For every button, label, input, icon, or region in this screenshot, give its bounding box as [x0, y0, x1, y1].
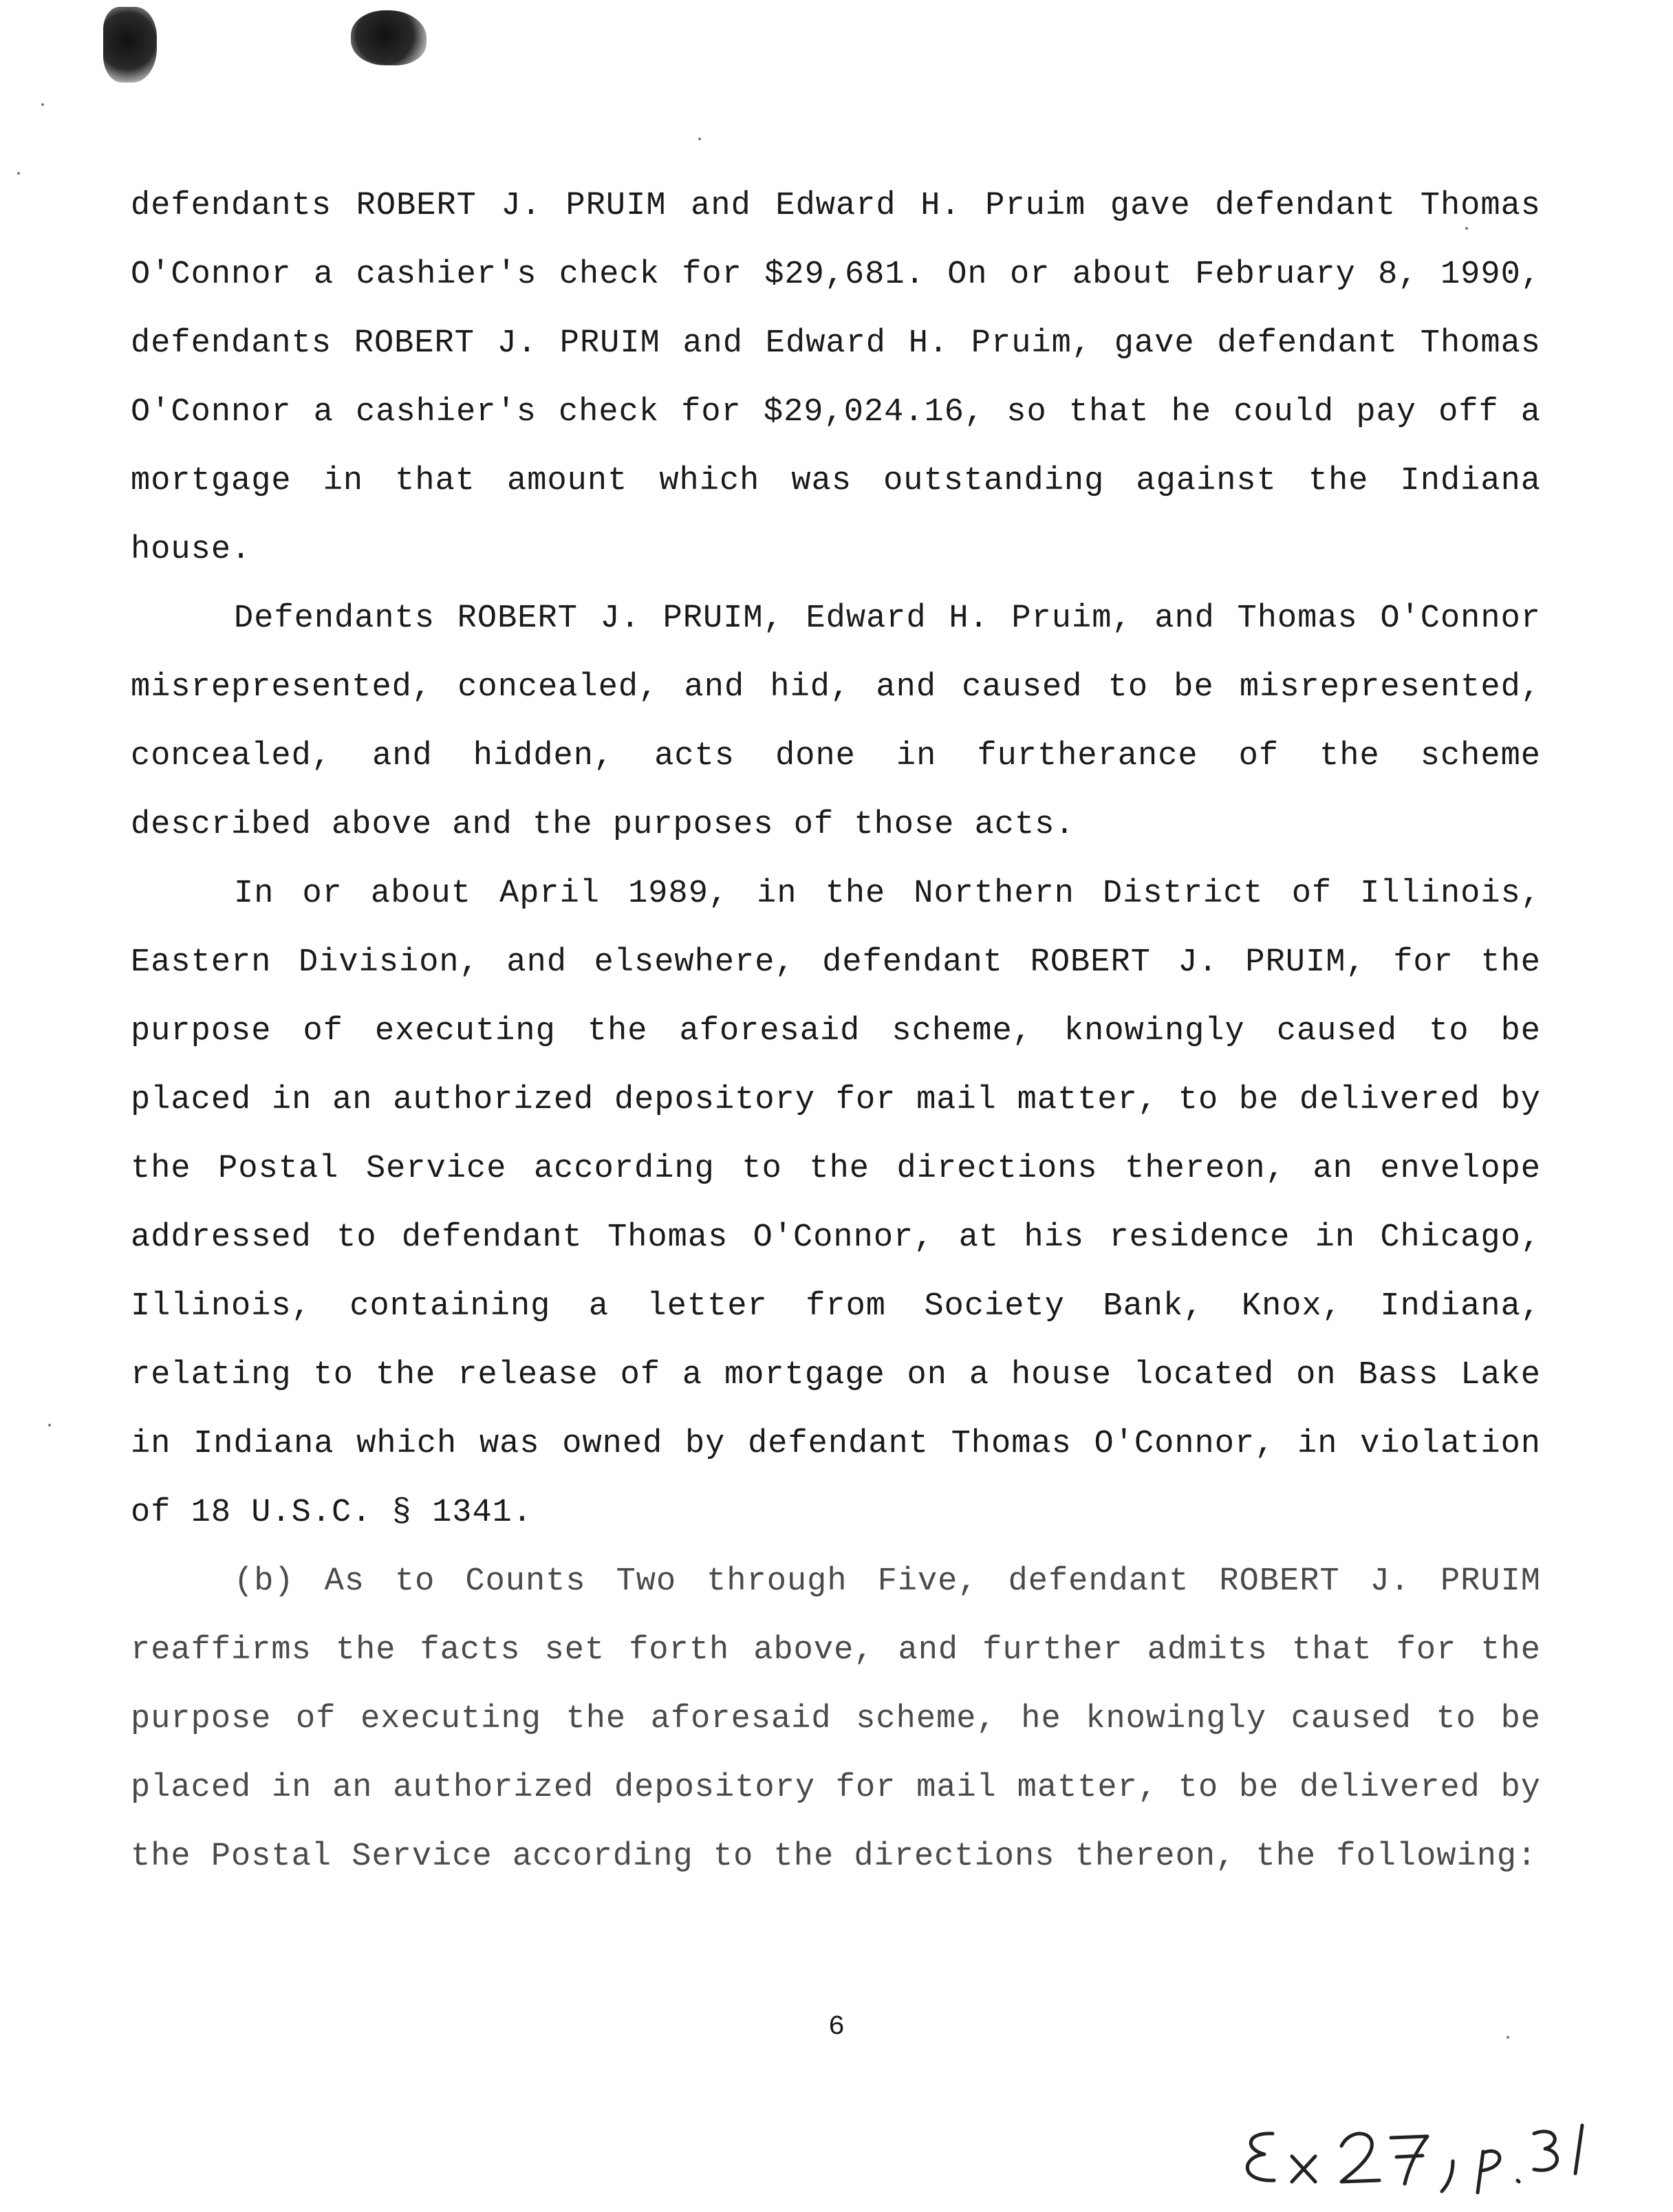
paragraph: Defendants ROBERT J. PRUIM, Edward H. Pruim, and Thomas O'Connor misrepresented, concealed, and hid, and caused to be misrepresented, concealed, and hidden, acts done in furtherance of the scheme described above and the purposes of those acts.: [131, 600, 1541, 843]
scan-speck: [17, 172, 20, 175]
scan-speck: [48, 1424, 51, 1427]
scan-speck: [41, 103, 44, 106]
hole-punch-mark: [351, 10, 427, 65]
svg-text:Ex 27, p.31: Ex 27, p.31: [1231, 2118, 1236, 2119]
paragraph: In or about April 1989, in the Northern District of Illinois, Eastern Division, and elsewhere, defendant ROBERT J. PRUIM, for the purpose of executing the aforesaid scheme, knowingly caused to be placed in an authorized depository for mail matter, to be delivered by the Postal Service according to the directions thereon, an envelope addressed to defendant Thomas O'Connor, at his residence in Chicago, Illinois, containing a letter from Society Bank, Knox, Indiana, relating to the release of a mortgage on a house located on Bass Lake in Indiana which was owned by defendant Thomas O'Connor, in violation of 18 U.S.C. § 1341.: [131, 876, 1541, 1531]
handwritten-exhibit-note: [1231, 2118, 1617, 2194]
scan-speck: [698, 138, 701, 140]
hole-punch-mark: [103, 7, 157, 83]
paragraph: (b) As to Counts Two through Five, defendant ROBERT J. PRUIM reaffirms the facts set forth above, and further admits that for the purpose of executing the aforesaid scheme, he knowingly caused to be placed in an authorized depository for mail matter, to be delivered by the Postal Service according to the directions thereon, the following:: [131, 1563, 1541, 1875]
paragraph: defendants ROBERT J. PRUIM and Edward H. Pruim gave defendant Thomas O'Connor a cashier's check for $29,681. On or about February 8, 1990, defendants ROBERT J. PRUIM and Edward H. Pruim, gave defendant Thomas O'Connor a cashier's check for $29,024.16, so that he could pay off a mortgage in that amount which was outstanding against the Indiana house.: [131, 188, 1541, 568]
document-body: [131, 172, 1541, 1891]
page-number: 6: [828, 2012, 845, 2043]
